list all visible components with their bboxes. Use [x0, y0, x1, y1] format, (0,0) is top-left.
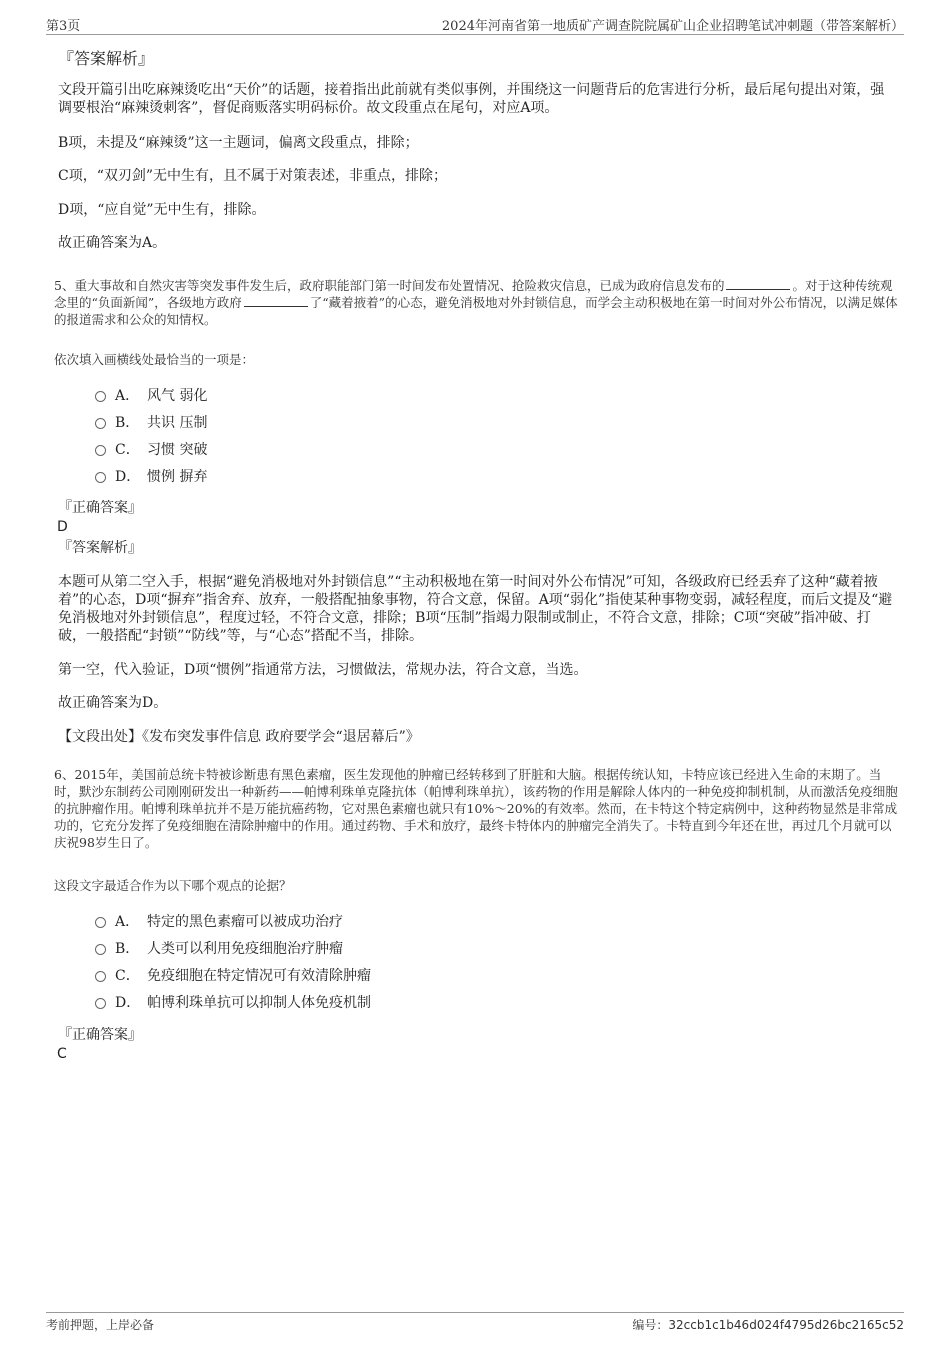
radio-icon[interactable] [95, 944, 106, 955]
q4-analysis-p1: 文段开篇引出吃麻辣烫吃出“天价”的话题，接着指出此前就有类似事例，并围绕这一问题背后的危害进行分析，最后尾句提出对策，强调要根治“麻辣烫刺客”，督促商贩落实明码标价。故文段重点在尾句，对应A项。 [58, 82, 885, 116]
page-number: 第3页 [46, 19, 81, 34]
q5-analysis-p2: 第一空，代入验证，D项“惯例”指通常方法，习惯做法，常规办法，符合文意，当选。 [58, 662, 588, 678]
radio-icon[interactable] [95, 391, 106, 402]
q6-answer-label: 『正确答案』 [58, 1027, 142, 1043]
q4-analysis-p5: 故正确答案为A。 [58, 235, 167, 251]
q4-analysis-p4: D项，“应自觉”无中生有，排除。 [58, 202, 266, 218]
q5-option-d[interactable]: D． 惯例 摒弃 [95, 462, 207, 489]
q5-options [54, 381, 207, 489]
fill-blank-2 [244, 294, 308, 307]
q5-option-c[interactable]: C． 习惯 突破 [95, 435, 207, 462]
q6-prompt: 这段文字最适合作为以下哪个观点的论据？ [54, 878, 292, 893]
q5-prompt: 依次填入画横线处最恰当的一项是： [54, 352, 255, 367]
q5-option-a[interactable]: A． 风气 弱化 [95, 381, 207, 408]
q5-option-b[interactable]: B． 共识 压制 [95, 408, 207, 435]
q5-analysis-p1: 本题可从第二空入手，根据“避免消极地对外封锁信息”“主动积极地在第一时间对外公布情况”可知，各级政府已经丢弃了这种“藏着掖着”的心态，D项“摒弃”指舍弃、放弃，一般搭配抽象事物，符合文意，保留。A项“弱化”指使某种事物变弱，减轻程度，而后文提及“避免消极地对外封锁信息”，程度过轻，不符合文意，排除；B项“压制”指竭力限制或制止，不符合文意，排除；C项“突破”指冲破、打破，一般搭配“封锁”“防线”等，与“心态”搭配不当，排除。 [58, 574, 893, 644]
q4-analysis-p3: C项，“双刃剑”无中生有，且不属于对策表述，非重点，排除； [58, 168, 448, 184]
radio-icon[interactable] [95, 472, 106, 483]
q4-analysis-label: 『答案解析』 [58, 49, 155, 68]
q6-option-a[interactable]: A． 特定的黑色素瘤可以被成功治疗 [95, 907, 371, 934]
radio-icon[interactable] [95, 971, 106, 982]
q6-options [54, 907, 371, 1015]
document-title: 2024年河南省第一地质矿产调查院院属矿山企业招聘笔试冲刺题（带答案解析） [441, 19, 904, 34]
radio-icon[interactable] [95, 445, 106, 456]
q5-answer-label: 『正确答案』 [58, 500, 142, 516]
q6-answer: C [57, 1046, 67, 1062]
q5-answer: D [57, 519, 68, 535]
footer-code: 编号：32ccb1c1b46d024f4795d26bc2165c52 [632, 1318, 904, 1332]
radio-icon[interactable] [95, 917, 106, 928]
q6-option-c[interactable]: C． 免疫细胞在特定情况可有效清除肿瘤 [95, 961, 371, 988]
radio-icon[interactable] [95, 998, 106, 1009]
fill-blank-1 [726, 277, 790, 290]
q5-stem: 5、重大事故和自然灾害等突发事件发生后，政府职能部门第一时间发布处置情况、抢险救灾信息，已成为政府信息发布的 。对于这种传统观念里的“负面新闻”，各级地方政府 了“藏着掖着”的心态，避免消极地对外封锁信息，而学会主动积极地在第一时间对外公布情况，以满足媒体的报道需求和公众的知情权。 [54, 278, 898, 327]
page-header [46, 14, 904, 35]
q6-stem: 6、2015年，美国前总统卡特被诊断患有黑色素瘤，医生发现他的肿瘤已经转移到了肝脏和大脑。根据传统认知，卡特应该已经进入生命的末期了。当时，默沙东制药公司刚刚研发出一种新药——帕博利珠单克隆抗体（帕博利珠单抗），该药物的作用是解除人体内的一种免疫抑制机制，从而激活免疫细胞的抗肿瘤作用。帕博利珠单抗并不是万能抗癌药物，它对黑色素瘤也就只有10%～20%的有效率。然而，在卡特这个特定病例中，这种药物显然是非常成功的，它充分发挥了免疫细胞在清除肿瘤中的作用。通过药物、手术和放疗，最终卡特体内的肿瘤完全消失了。卡特直到今年还在世，再过几个月就可以庆祝98岁生日了。 [54, 767, 898, 850]
q4-analysis-p2: B项，未提及“麻辣烫”这一主题词，偏离文段重点，排除； [58, 135, 419, 151]
q6-option-d[interactable]: D． 帕博利珠单抗可以抑制人体免疫机制 [95, 988, 371, 1015]
q5-analysis-p3: 故正确答案为D。 [58, 695, 168, 711]
q5-analysis-label: 『答案解析』 [58, 540, 142, 556]
radio-icon[interactable] [95, 418, 106, 429]
q6-option-b[interactable]: B． 人类可以利用免疫细胞治疗肿瘤 [95, 934, 371, 961]
page-footer [46, 1312, 904, 1333]
q5-source: 【文段出处】《发布突发事件信息 政府要学会“退居幕后”》 [58, 729, 420, 745]
footer-slogan: 考前押题，上岸必备 [46, 1318, 155, 1332]
